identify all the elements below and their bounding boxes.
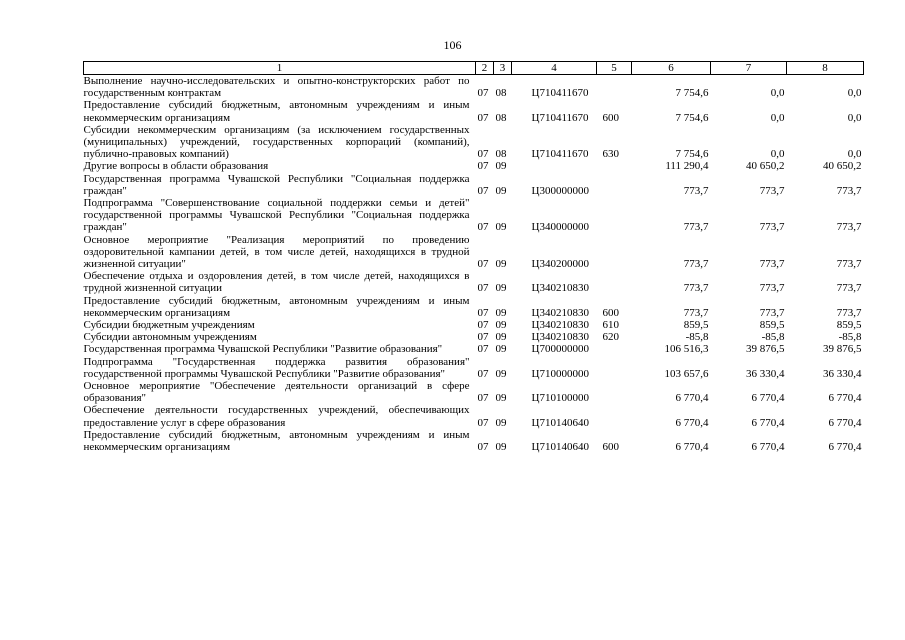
subsection-code-cell: 09: [495, 221, 507, 234]
expense-type-cell: 600: [602, 111, 619, 124]
section-code-cell: 07: [477, 331, 489, 344]
table-row: [84, 124, 864, 161]
amount-1-cell: -85,8: [685, 331, 709, 344]
amount-2-cell: 0,0: [770, 87, 785, 100]
row-name-cell: Другие вопросы в области образования: [83, 160, 269, 173]
row-name-cell: Предоставление субсидий бюджетным, автономным учреждениям и иным некоммерческим организациям: [83, 99, 470, 124]
amount-2-cell: 773,7: [759, 184, 785, 197]
amount-1-cell: 111 290,4: [665, 160, 709, 173]
amount-2-cell: 40 650,2: [746, 160, 785, 173]
amount-1-cell: 106 516,3: [664, 343, 709, 356]
subsection-code-cell: 09: [495, 331, 507, 344]
row-name-cell: Подпрограмма "Совершенствование социальной поддержки семьи и детей" государственной программы Чувашской Республики "Социальная поддержка граждан": [83, 197, 470, 234]
target-article-cell: Ц710100000: [531, 392, 589, 405]
table-row: [84, 331, 864, 343]
target-article-cell: Ц710140640: [531, 441, 589, 454]
expense-type-cell: 620: [602, 331, 619, 344]
amount-1-cell: 773,7: [683, 306, 709, 319]
row-name-cell: Выполнение научно-исследовательских и опытно-конструкторских работ по государственным контрактам: [83, 75, 470, 100]
table-row: [84, 380, 864, 404]
row-name-cell: Субсидии автономным учреждениям: [83, 331, 257, 344]
expense-type-cell: 630: [602, 148, 619, 161]
amount-1-cell: 773,7: [683, 282, 709, 295]
subsection-code-cell: 09: [495, 343, 507, 356]
table-row: [84, 75, 864, 100]
table-row: [84, 343, 864, 355]
amount-3-cell: 773,7: [836, 221, 862, 234]
row-name-cell: Подпрограмма "Государственная поддержка развития образования" государственной программы Чувашской Республики "Развитие образования": [83, 355, 470, 380]
subsection-code-cell: 09: [495, 392, 507, 405]
column-header: 5: [597, 62, 632, 75]
subsection-code-cell: 09: [495, 319, 507, 332]
expense-type-cell: [597, 380, 632, 404]
column-header: 1: [84, 62, 476, 75]
amount-2-cell: -85,8: [761, 331, 785, 344]
row-name-cell: Основное мероприятие "Реализация мероприятий по проведению оздоровительной кампании детей, в том числе детей, находящихся в трудной жизненной ситуации": [83, 233, 470, 271]
column-header: 2: [476, 62, 494, 75]
target-article-cell: Ц710411670: [531, 148, 589, 161]
expense-type-cell: [597, 75, 632, 100]
subsection-code-cell: 09: [495, 184, 507, 197]
amount-1-cell: 103 657,6: [664, 367, 709, 380]
amount-2-cell: 36 330,4: [746, 367, 785, 380]
target-article-cell: Ц340210830: [531, 331, 589, 344]
row-name-cell: Субсидии бюджетным учреждениям: [83, 319, 255, 332]
amount-1-cell: 7 754,6: [675, 148, 709, 161]
amount-1-cell: 7 754,6: [675, 87, 709, 100]
target-article-cell: Ц710000000: [531, 367, 589, 380]
target-article-cell: Ц340210830: [531, 282, 589, 295]
column-header: 8: [787, 62, 864, 75]
expense-type-cell: [597, 343, 632, 355]
target-article-cell: Ц340210830: [531, 319, 589, 332]
subsection-code-cell: 09: [495, 160, 507, 173]
header-row: [84, 62, 864, 75]
amount-3-cell: 0,0: [847, 87, 862, 100]
target-article-cell: Ц300000000: [531, 184, 589, 197]
amount-2-cell: 859,5: [759, 319, 785, 332]
expense-type-cell: [597, 270, 632, 294]
amount-3-cell: 36 330,4: [823, 367, 862, 380]
target-article-cell: Ц700000000: [531, 343, 589, 356]
section-code-cell: 07: [477, 221, 489, 234]
expense-type-cell: [597, 404, 632, 428]
column-header: 3: [494, 62, 512, 75]
expense-type-cell: 610: [602, 319, 619, 332]
amount-3-cell: 773,7: [836, 306, 862, 319]
table-row: [84, 197, 864, 234]
amount-1-cell: 6 770,4: [675, 441, 709, 454]
expense-type-cell: [597, 173, 632, 197]
budget-table: [83, 61, 864, 453]
section-code-cell: 07: [477, 416, 489, 429]
subsection-code-cell: 08: [495, 111, 507, 124]
section-code-cell: 07: [477, 441, 489, 454]
section-code-cell: 07: [477, 306, 489, 319]
row-name-cell: Предоставление субсидий бюджетным, автономным учреждениям и иным некоммерческим организациям: [83, 294, 470, 319]
target-article-cell: Ц340000000: [531, 221, 589, 234]
amount-3-cell: 6 770,4: [828, 416, 862, 429]
column-header: 6: [632, 62, 711, 75]
amount-3-cell: 40 650,2: [823, 160, 862, 173]
expense-type-cell: 600: [602, 306, 619, 319]
subsection-code-cell: 08: [495, 148, 507, 161]
table-row: [84, 173, 864, 197]
amount-2-cell: 773,7: [759, 258, 785, 271]
amount-3-cell: 859,5: [836, 319, 862, 332]
amount-2-cell: 39 876,5: [746, 343, 785, 356]
amount-1-cell: 6 770,4: [675, 392, 709, 405]
target-article-cell: Ц710411670: [531, 111, 589, 124]
subsection-code-cell: 09: [495, 416, 507, 429]
amount-3-cell: 0,0: [847, 148, 862, 161]
row-name-cell: Государственная программа Чувашской Республики "Социальная поддержка граждан": [83, 172, 470, 197]
amount-1-cell: 859,5: [683, 319, 709, 332]
amount-2-cell: 773,7: [759, 282, 785, 295]
page-number: 106: [443, 38, 462, 52]
expense-type-cell: [597, 160, 632, 172]
amount-3-cell: 773,7: [836, 258, 862, 271]
section-code-cell: 07: [477, 392, 489, 405]
amount-2-cell: 0,0: [770, 148, 785, 161]
section-code-cell: 07: [477, 319, 489, 332]
row-name-cell: Обеспечение отдыха и оздоровления детей, в том числе детей, находящихся в трудной жизненной ситуации: [83, 270, 470, 295]
subsection-code-cell: 09: [495, 258, 507, 271]
target-article-cell: Ц340210830: [531, 306, 589, 319]
amount-3-cell: 773,7: [836, 282, 862, 295]
amount-2-cell: 6 770,4: [751, 416, 785, 429]
subsection-code-cell: 09: [495, 306, 507, 319]
row-name-cell: Субсидии некоммерческим организациям (за исключением государственных (муниципальных) учреждений, государственных корпораций (компаний), публично-правовых компаний): [83, 123, 470, 161]
section-code-cell: 07: [477, 184, 489, 197]
amount-3-cell: 6 770,4: [828, 392, 862, 405]
table-row: [84, 429, 864, 453]
target-article-cell: Ц710411670: [531, 87, 589, 100]
amount-3-cell: 6 770,4: [828, 441, 862, 454]
table-row: [84, 234, 864, 271]
table-row: [84, 270, 864, 294]
amount-3-cell: 0,0: [847, 111, 862, 124]
section-code-cell: 07: [477, 343, 489, 356]
amount-3-cell: -85,8: [838, 331, 862, 344]
table-row: [84, 319, 864, 331]
amount-2-cell: 6 770,4: [751, 392, 785, 405]
subsection-code-cell: 09: [495, 367, 507, 380]
row-name-cell: Предоставление субсидий бюджетным, автономным учреждениям и иным некоммерческим организациям: [83, 428, 470, 454]
expense-type-cell: [597, 356, 632, 380]
column-header: 4: [512, 62, 597, 75]
row-name-cell: Обеспечение деятельности государственных учреждений, обеспечивающих предоставление услуг в сфере образования: [83, 404, 470, 429]
section-code-cell: 07: [477, 367, 489, 380]
amount-1-cell: 6 770,4: [675, 416, 709, 429]
section-code-cell: 07: [477, 148, 489, 161]
target-article-cell: [512, 160, 597, 172]
expense-type-cell: 600: [602, 441, 619, 454]
section-code-cell: 07: [477, 111, 489, 124]
amount-3-cell: 39 876,5: [823, 343, 862, 356]
table-body: [84, 75, 864, 454]
subsection-code-cell: 08: [495, 87, 507, 100]
amount-1-cell: 773,7: [683, 184, 709, 197]
amount-3-cell: 773,7: [836, 184, 862, 197]
subsection-code-cell: 09: [495, 441, 507, 454]
table-row: [84, 404, 864, 428]
table-row: [84, 99, 864, 123]
amount-1-cell: 773,7: [683, 258, 709, 271]
amount-1-cell: 7 754,6: [675, 111, 709, 124]
section-code-cell: 07: [477, 258, 489, 271]
amount-2-cell: 6 770,4: [751, 441, 785, 454]
section-code-cell: 07: [477, 160, 489, 173]
table-row: [84, 356, 864, 380]
row-name-cell: Государственная программа Чувашской Республики "Развитие образования": [83, 343, 443, 356]
column-header: 7: [711, 62, 787, 75]
expense-type-cell: [597, 197, 632, 234]
amount-1-cell: 773,7: [683, 221, 709, 234]
subsection-code-cell: 09: [495, 282, 507, 295]
row-name-cell: Основное мероприятие "Обеспечение деятельности организаций в сфере образования": [83, 380, 470, 405]
target-article-cell: Ц340200000: [531, 258, 589, 271]
amount-2-cell: 773,7: [759, 221, 785, 234]
expense-type-cell: [597, 234, 632, 271]
section-code-cell: 07: [477, 87, 489, 100]
amount-2-cell: 773,7: [759, 306, 785, 319]
target-article-cell: Ц710140640: [531, 416, 589, 429]
table-row: [84, 295, 864, 319]
section-code-cell: 07: [477, 282, 489, 295]
table-row: [84, 160, 864, 172]
amount-2-cell: 0,0: [770, 111, 785, 124]
